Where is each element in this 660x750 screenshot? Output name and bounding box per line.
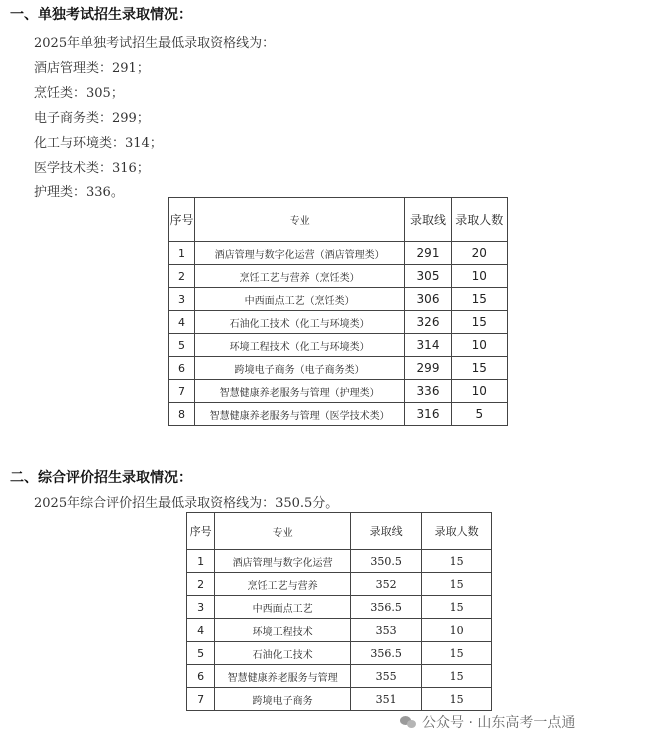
cell-count: 10 <box>422 619 492 642</box>
cutoff-line-cooking: 烹饪类：305； <box>34 86 124 101</box>
cell-cutoff: 351 <box>350 688 421 711</box>
table-row <box>169 380 508 403</box>
watermark-text: 公众号 · 山东高考一点通 <box>422 715 576 731</box>
single-exam-admission-table <box>168 197 508 426</box>
cell-major: 智慧健康养老服务与管理（医学技术类） <box>194 403 404 426</box>
wechat-icon <box>400 715 418 729</box>
col-header-major: 专业 <box>194 198 404 242</box>
cell-count: 10 <box>451 334 507 357</box>
cell-no: 3 <box>169 288 195 311</box>
table-row <box>169 265 508 288</box>
cell-major: 石油化工技术（化工与环境类） <box>194 311 404 334</box>
comprehensive-admission-table <box>186 512 492 711</box>
table-row <box>169 334 508 357</box>
cell-count: 15 <box>422 688 492 711</box>
table-header-row <box>187 513 492 550</box>
cell-count: 10 <box>451 380 507 403</box>
cutoff-line-medical: 医学技术类：316； <box>34 161 150 176</box>
cell-major: 智慧健康养老服务与管理 <box>215 665 351 688</box>
section1-heading: 一、单独考试招生录取情况： <box>10 7 192 23</box>
cell-major: 中西面点工艺 <box>215 596 351 619</box>
cutoff-line-ecommerce: 电子商务类：299； <box>34 111 150 126</box>
table-row <box>187 665 492 688</box>
cell-major: 跨境电子商务（电子商务类） <box>194 357 404 380</box>
col-header-major: 专业 <box>215 513 351 550</box>
cell-major: 跨境电子商务 <box>215 688 351 711</box>
cell-no: 4 <box>187 619 215 642</box>
cell-count: 10 <box>451 265 507 288</box>
cell-no: 6 <box>187 665 215 688</box>
table-header-row <box>169 198 508 242</box>
cell-major: 酒店管理与数字化运营（酒店管理类） <box>194 242 404 265</box>
section1-intro: 2025年单独考试招生最低录取资格线为： <box>34 36 276 51</box>
cell-major: 环境工程技术（化工与环境类） <box>194 334 404 357</box>
cell-count: 15 <box>422 573 492 596</box>
cell-cutoff: 350.5 <box>350 550 421 573</box>
table-row <box>187 688 492 711</box>
cell-cutoff: 299 <box>405 357 451 380</box>
table-row <box>169 311 508 334</box>
cell-cutoff: 353 <box>350 619 421 642</box>
cell-no: 7 <box>169 380 195 403</box>
table-row <box>169 288 508 311</box>
cell-cutoff: 291 <box>405 242 451 265</box>
cell-count: 15 <box>451 311 507 334</box>
cell-major: 环境工程技术 <box>215 619 351 642</box>
table-row <box>187 550 492 573</box>
table-row <box>169 242 508 265</box>
cell-no: 7 <box>187 688 215 711</box>
cell-cutoff: 305 <box>405 265 451 288</box>
cell-no: 2 <box>169 265 195 288</box>
cell-no: 5 <box>187 642 215 665</box>
cell-no: 1 <box>169 242 195 265</box>
cell-major: 烹饪工艺与营养（烹饪类） <box>194 265 404 288</box>
table-row <box>169 357 508 380</box>
cutoff-line-nursing: 护理类：336。 <box>34 185 124 200</box>
table-row <box>187 596 492 619</box>
col-header-cutoff: 录取线 <box>350 513 421 550</box>
cell-major: 中西面点工艺（烹饪类） <box>194 288 404 311</box>
cell-no: 3 <box>187 596 215 619</box>
cell-count: 15 <box>451 357 507 380</box>
table-row <box>187 642 492 665</box>
cell-cutoff: 356.5 <box>350 642 421 665</box>
cell-no: 5 <box>169 334 195 357</box>
cell-major: 烹饪工艺与营养 <box>215 573 351 596</box>
table-row <box>187 619 492 642</box>
cell-no: 8 <box>169 403 195 426</box>
table-row <box>169 403 508 426</box>
cell-no: 4 <box>169 311 195 334</box>
cell-count: 15 <box>422 642 492 665</box>
watermark <box>400 712 575 732</box>
section2-heading: 二、综合评价招生录取情况： <box>10 470 192 486</box>
col-header-no: 序号 <box>187 513 215 550</box>
cell-count: 15 <box>422 596 492 619</box>
table-row <box>187 573 492 596</box>
cell-cutoff: 356.5 <box>350 596 421 619</box>
col-header-cutoff: 录取线 <box>405 198 451 242</box>
section2-intro: 2025年综合评价招生最低录取资格线为：350.5分。 <box>34 496 339 511</box>
cell-cutoff: 326 <box>405 311 451 334</box>
cutoff-line-chemical: 化工与环境类：314； <box>34 136 163 151</box>
cell-count: 20 <box>451 242 507 265</box>
cell-no: 1 <box>187 550 215 573</box>
cell-count: 15 <box>422 665 492 688</box>
cell-no: 2 <box>187 573 215 596</box>
cell-major: 智慧健康养老服务与管理（护理类） <box>194 380 404 403</box>
cell-cutoff: 316 <box>405 403 451 426</box>
col-header-no: 序号 <box>169 198 195 242</box>
cell-cutoff: 355 <box>350 665 421 688</box>
cell-cutoff: 336 <box>405 380 451 403</box>
cell-cutoff: 352 <box>350 573 421 596</box>
cell-count: 15 <box>451 288 507 311</box>
cell-major: 石油化工技术 <box>215 642 351 665</box>
col-header-count: 录取人数 <box>422 513 492 550</box>
cell-cutoff: 306 <box>405 288 451 311</box>
cell-cutoff: 314 <box>405 334 451 357</box>
cell-count: 5 <box>451 403 507 426</box>
cell-count: 15 <box>422 550 492 573</box>
cell-no: 6 <box>169 357 195 380</box>
cutoff-line-hotel: 酒店管理类：291； <box>34 61 150 76</box>
cell-major: 酒店管理与数字化运营 <box>215 550 351 573</box>
col-header-count: 录取人数 <box>451 198 507 242</box>
